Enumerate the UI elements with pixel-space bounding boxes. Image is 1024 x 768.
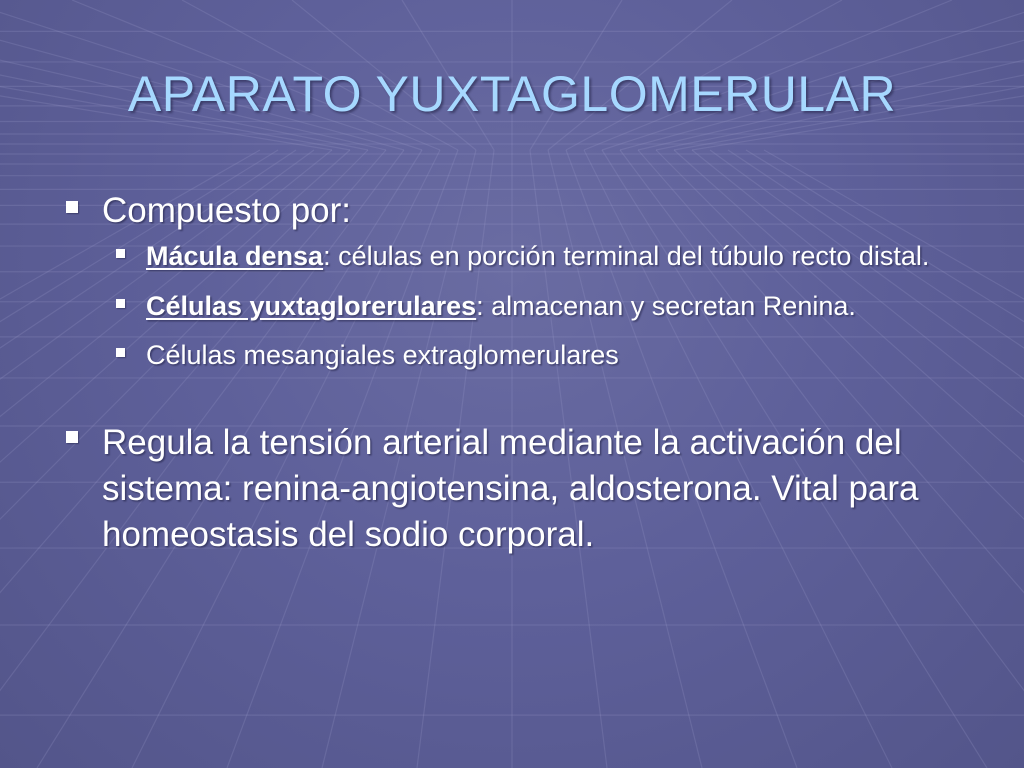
term-celulas-yuxtaglorerulares: Células yuxtaglorerulares	[146, 291, 477, 321]
bullet-text: Regula la tensión arterial mediante la activación del sistema: renina-angiotensina, aldosterona. Vital para homeostasis del sodio corporal.	[102, 423, 919, 554]
square-bullet-icon	[66, 431, 78, 443]
bullet-regula-tension	[62, 420, 972, 558]
square-bullet-icon	[116, 249, 125, 258]
slide-body	[62, 190, 972, 558]
square-bullet-icon	[116, 348, 125, 357]
subbullet-celulas-yuxtaglorerulares	[62, 287, 972, 326]
bullet-text: Compuesto por:	[102, 191, 352, 230]
square-bullet-icon	[116, 299, 125, 308]
square-bullet-icon	[66, 201, 78, 213]
subbullet-celulas-mesangiales	[62, 336, 972, 375]
subbullet-text: : células en porción terminal del túbulo recto distal.	[323, 241, 930, 271]
bullet-compuesto-por	[62, 190, 972, 231]
subbullet-text: Células mesangiales extraglomerulares	[146, 340, 619, 370]
term-macula-densa: Mácula densa	[146, 241, 324, 271]
subbullet-text: : almacenan y secretan Renina.	[476, 291, 856, 321]
subbullet-macula-densa	[62, 237, 972, 276]
slide-title: APARATO YUXTAGLOMERULAR	[127, 66, 897, 122]
